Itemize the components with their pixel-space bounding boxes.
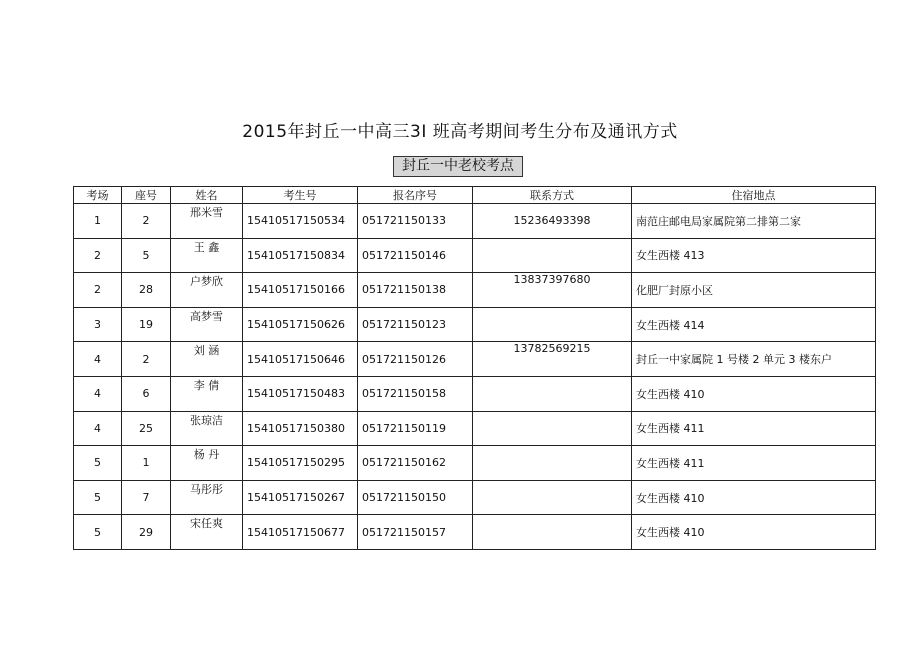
header-room: 考场	[74, 187, 122, 204]
cell-seat: 1	[122, 446, 171, 481]
table-header-row	[74, 187, 876, 204]
cell-seat: 6	[122, 376, 171, 411]
cell-room: 2	[74, 238, 122, 273]
cell-exam-number: 15410517150626	[243, 307, 358, 342]
cell-registration-number: 051721150133	[358, 204, 473, 239]
cell-phone	[473, 411, 632, 446]
cell-name: 宋任爽	[171, 515, 243, 550]
cell-registration-number: 051721150146	[358, 238, 473, 273]
cell-exam-number: 15410517150834	[243, 238, 358, 273]
venue-label: 封丘一中老校考点	[393, 156, 523, 177]
cell-name: 高梦雪	[171, 307, 243, 342]
cell-registration-number: 051721150158	[358, 376, 473, 411]
cell-room: 5	[74, 515, 122, 550]
header-seat: 座号	[122, 187, 171, 204]
table-row	[74, 238, 876, 273]
cell-room: 5	[74, 446, 122, 481]
cell-exam-number: 15410517150483	[243, 376, 358, 411]
header-address: 住宿地点	[632, 187, 876, 204]
cell-address: 女生西楼 414	[632, 307, 876, 342]
cell-registration-number: 051721150123	[358, 307, 473, 342]
header-exam-number: 考生号	[243, 187, 358, 204]
table-row	[74, 480, 876, 515]
cell-room: 2	[74, 273, 122, 308]
cell-exam-number: 15410517150677	[243, 515, 358, 550]
cell-registration-number: 051721150150	[358, 480, 473, 515]
cell-phone	[473, 376, 632, 411]
cell-name: 邢米雪	[171, 204, 243, 239]
cell-phone	[473, 307, 632, 342]
cell-address: 女生西楼 410	[632, 376, 876, 411]
cell-address: 女生西楼 410	[632, 515, 876, 550]
header-registration-number: 报名序号	[358, 187, 473, 204]
table-row	[74, 307, 876, 342]
cell-exam-number: 15410517150534	[243, 204, 358, 239]
table-row	[74, 204, 876, 239]
cell-name: 刘 涵	[171, 342, 243, 377]
cell-exam-number: 15410517150166	[243, 273, 358, 308]
cell-name: 王 鑫	[171, 238, 243, 273]
cell-name: 户梦欣	[171, 273, 243, 308]
table-row	[74, 273, 876, 308]
cell-phone: 13782569215	[473, 342, 632, 377]
table-row	[74, 411, 876, 446]
cell-registration-number: 051721150126	[358, 342, 473, 377]
cell-name: 李 倩	[171, 376, 243, 411]
header-contact: 联系方式	[473, 187, 632, 204]
cell-address: 化肥厂封原小区	[632, 273, 876, 308]
cell-exam-number: 15410517150295	[243, 446, 358, 481]
table-row	[74, 446, 876, 481]
cell-address: 封丘一中家属院 1 号楼 2 单元 3 楼东户	[632, 342, 876, 377]
cell-phone	[473, 446, 632, 481]
cell-room: 4	[74, 411, 122, 446]
cell-seat: 29	[122, 515, 171, 550]
cell-seat: 19	[122, 307, 171, 342]
cell-exam-number: 15410517150267	[243, 480, 358, 515]
student-table	[73, 186, 876, 550]
cell-seat: 7	[122, 480, 171, 515]
cell-room: 4	[74, 342, 122, 377]
page-title: 2015年封丘一中高三3Ⅰ 班高考期间考生分布及通讯方式	[242, 122, 678, 142]
cell-address: 南范庄邮电局家属院第二排第二家	[632, 204, 876, 239]
header-name: 姓名	[171, 187, 243, 204]
cell-seat: 2	[122, 342, 171, 377]
cell-address: 女生西楼 410	[632, 480, 876, 515]
cell-room: 3	[74, 307, 122, 342]
cell-exam-number: 15410517150646	[243, 342, 358, 377]
cell-name: 张琼洁	[171, 411, 243, 446]
table-row	[74, 342, 876, 377]
cell-registration-number: 051721150119	[358, 411, 473, 446]
cell-exam-number: 15410517150380	[243, 411, 358, 446]
table-row	[74, 376, 876, 411]
table-row	[74, 515, 876, 550]
cell-address: 女生西楼 411	[632, 411, 876, 446]
cell-phone	[473, 480, 632, 515]
cell-address: 女生西楼 411	[632, 446, 876, 481]
cell-room: 1	[74, 204, 122, 239]
cell-seat: 2	[122, 204, 171, 239]
cell-phone: 15236493398	[473, 204, 632, 239]
cell-phone: 13837397680	[473, 273, 632, 308]
cell-name: 马彤彤	[171, 480, 243, 515]
cell-registration-number: 051721150157	[358, 515, 473, 550]
cell-registration-number: 051721150138	[358, 273, 473, 308]
cell-phone	[473, 515, 632, 550]
cell-room: 4	[74, 376, 122, 411]
cell-seat: 25	[122, 411, 171, 446]
cell-registration-number: 051721150162	[358, 446, 473, 481]
cell-seat: 5	[122, 238, 171, 273]
cell-address: 女生西楼 413	[632, 238, 876, 273]
cell-name: 杨 丹	[171, 446, 243, 481]
cell-room: 5	[74, 480, 122, 515]
cell-seat: 28	[122, 273, 171, 308]
cell-phone	[473, 238, 632, 273]
